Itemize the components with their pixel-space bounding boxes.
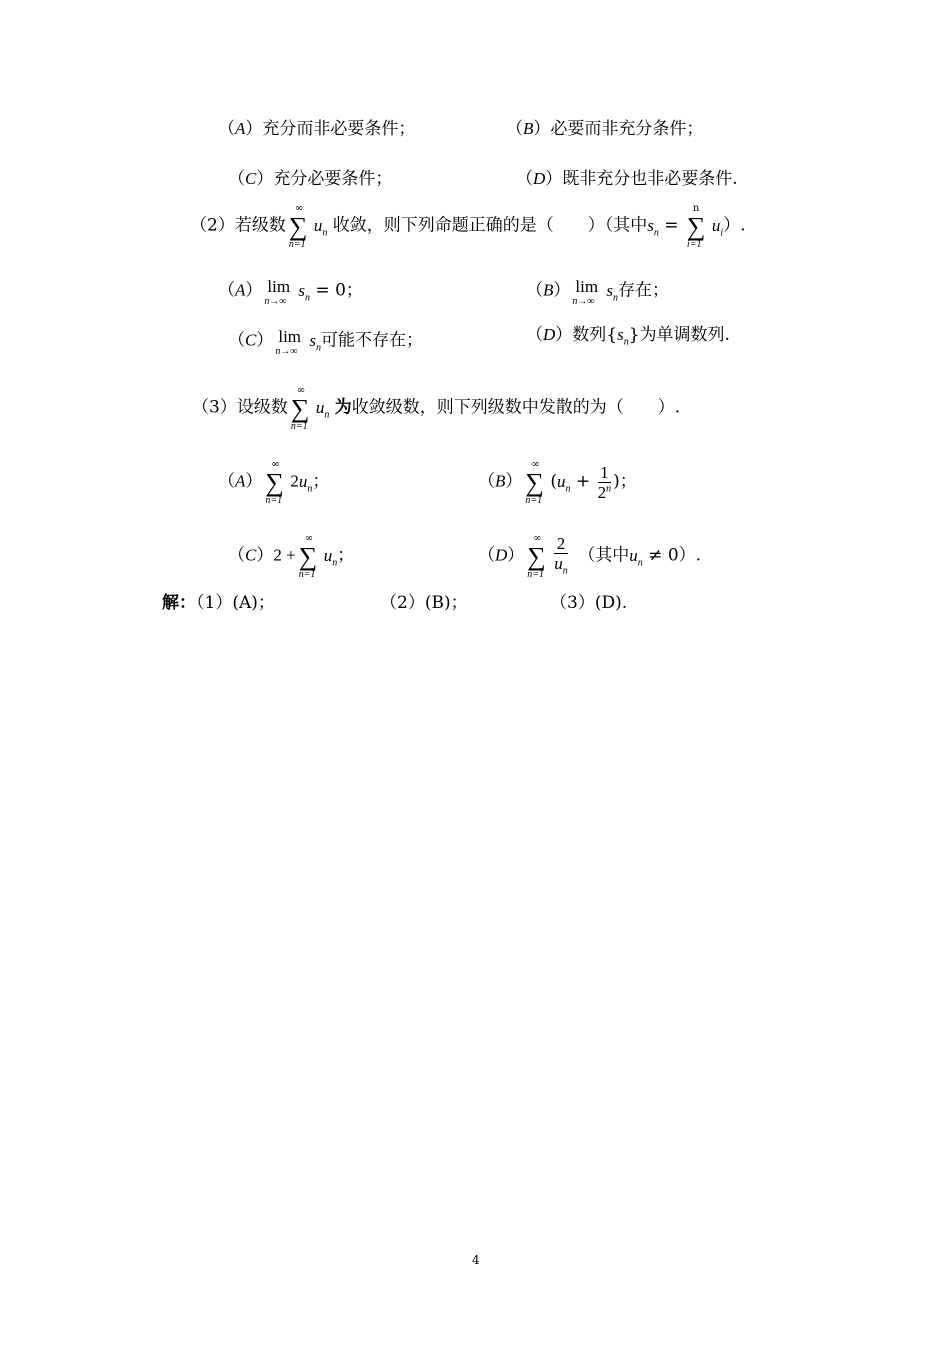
q2-option-b: （B） lim n→∞ $s_n$存在； xyxy=(526,277,670,307)
q2-stem: （2）若级数 ∞ ∑ n=1 $u_n$ 收敛，则下列命题正确的是（ ）（其中$s_n$ = n ∑ i=1 $u_i$）. xyxy=(190,203,746,250)
q3-bold-word: 为 xyxy=(334,397,352,418)
sum-symbol: ∞ ∑ n=1 xyxy=(298,533,318,580)
answer-2: （2）(B)； xyxy=(380,593,468,613)
fraction: $\frac{2}{u_n}$ xyxy=(554,534,568,577)
q2-middle: 收敛，则下列命题正确的是（ ）（其中 xyxy=(332,215,648,236)
sum-symbol: ∞ ∑ n=1 xyxy=(527,533,546,580)
limit-symbol: lim n→∞ xyxy=(275,327,302,357)
q1-a-label: A xyxy=(235,119,246,138)
q1-d-text: 既非充分也非必要条件. xyxy=(562,169,738,189)
page-number: 4 xyxy=(472,1253,480,1267)
q1-option-d: （D）既非充分也非必要条件. xyxy=(516,169,738,189)
q2-d-prefix: 数列 xyxy=(572,325,607,345)
q1-option-a: （A）充分而非必要条件； xyxy=(218,119,416,139)
q3-option-b: （B） ∞ ∑ n=1 ($u_n$ + $\frac{1}{2^n}$ )； xyxy=(478,459,637,506)
q2-prefix: 若级数 xyxy=(234,215,286,236)
q1-option-b: （B）必要而非充分条件； xyxy=(506,119,704,139)
q3-option-a: （A） ∞ ∑ n=1 $2u_n$； xyxy=(218,459,330,506)
fraction: $\frac{1}{2^n}$ xyxy=(597,462,612,502)
q2-d-label: D xyxy=(543,325,556,344)
q2-c-label: C xyxy=(245,330,257,350)
sum-symbol: ∞ ∑ n=1 xyxy=(290,385,310,432)
q1-b-label: B xyxy=(523,119,534,138)
answer-label: 解： xyxy=(162,593,196,613)
q1-c-text: 充分必要条件； xyxy=(273,169,393,189)
q3-number: （3） xyxy=(192,397,237,418)
q2-c-suffix: 可能不存在； xyxy=(320,330,423,351)
q3-middle: 收敛级数，则下列级数中发散的为（ ）. xyxy=(351,397,681,418)
q1-c-label: C xyxy=(245,169,257,188)
q2-option-c: （C） lim n→∞ $s_n$可能不存在； xyxy=(228,327,423,357)
answer-1: （1）(A)； xyxy=(196,593,275,613)
q2-option-a: （A） lim n→∞ $s_n = 0$； xyxy=(218,277,363,307)
q2-b-suffix: 存在； xyxy=(618,280,670,301)
q3-d-note-suffix: ）. xyxy=(678,545,702,566)
answer-line xyxy=(162,595,275,612)
sum-symbol: ∞ ∑ n=1 xyxy=(525,459,544,506)
q2-a-label: A xyxy=(235,280,246,300)
q3-option-d: （D） ∞ ∑ n=1 $\frac{2}{u_n}$ （其中$u_n \ne 0$）. xyxy=(478,533,702,580)
limit-symbol: lim n→∞ xyxy=(264,277,291,307)
sum-symbol: ∞ ∑ n=1 xyxy=(288,203,308,250)
q3-prefix: 设级数 xyxy=(236,397,288,418)
q3-b-label: B xyxy=(495,471,506,491)
q3-d-label: D xyxy=(495,545,508,565)
limit-symbol: lim n→∞ xyxy=(572,277,599,307)
q2-option-d: （D）数列$\{s_n\}$为单调数列. xyxy=(526,325,730,348)
q3-stem: （3）设级数 ∞ ∑ n=1 $u_n$ 为收敛级数，则下列级数中发散的为（ ）. xyxy=(192,385,681,432)
q1-b-text: 必要而非充分条件； xyxy=(550,119,704,139)
sum-symbol: n ∑ i=1 xyxy=(686,203,706,250)
q3-option-c: （C）2 + ∞ ∑ n=1 $u_n$； xyxy=(228,533,355,580)
q3-a-label: A xyxy=(235,471,246,491)
q1-d-label: D xyxy=(533,169,546,188)
answer-2-line xyxy=(380,595,468,612)
sum-symbol: ∞ ∑ n=1 xyxy=(265,459,284,506)
q3-d-note-prefix: （其中 xyxy=(586,545,630,566)
q3-c-label: C xyxy=(245,545,257,565)
q2-b-label: B xyxy=(543,280,554,300)
q1-option-c: （C）充分必要条件； xyxy=(228,169,393,189)
q2-number: （2） xyxy=(190,215,235,236)
q1-a-text: 充分而非必要条件； xyxy=(262,119,416,139)
q2-end: ）. xyxy=(723,215,746,236)
answer-3: （3）(D). xyxy=(550,593,628,613)
q2-d-suffix: 为单调数列. xyxy=(639,325,730,345)
answer-3-line xyxy=(550,595,627,612)
